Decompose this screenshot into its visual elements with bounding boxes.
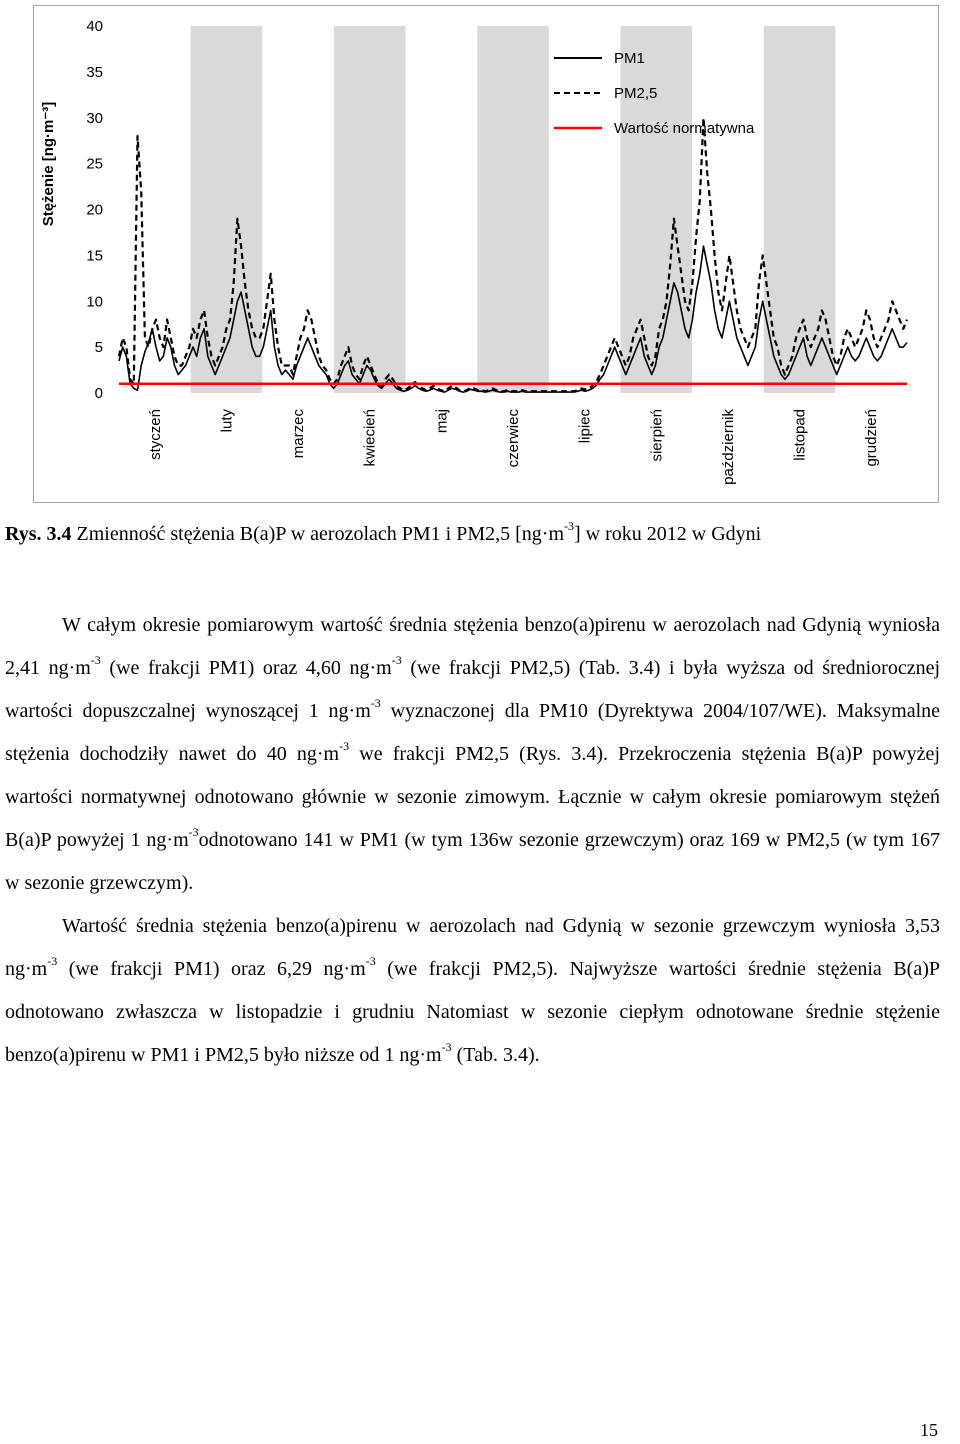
figure-caption xyxy=(5,520,940,549)
x-month-label-6: lipiec xyxy=(576,409,594,444)
month-band-1 xyxy=(191,26,263,393)
x-month-label-5: czerwiec xyxy=(505,409,522,468)
paragraph-1 xyxy=(5,604,940,905)
p1-sup2: -3 xyxy=(391,653,402,668)
month-band-9 xyxy=(764,26,836,393)
p1-sup4: -3 xyxy=(339,739,350,754)
page-number: 15 xyxy=(920,1420,938,1440)
x-month-label-9: listopad xyxy=(791,409,809,461)
chart-svg xyxy=(34,6,940,504)
month-band-3 xyxy=(334,26,406,393)
y-tick-label-8: 40 xyxy=(86,18,103,35)
p2-s1: Wartość średnia stężenia benzo(a)pirenu w aerozolach nad Gdynią w sezonie grzewczym wyniosła 3,53 ng·m xyxy=(5,915,940,980)
x-month-label-3: kwiecień xyxy=(361,409,379,467)
y-tick-label-4: 20 xyxy=(86,201,103,219)
legend-label-0: PM1 xyxy=(614,50,645,67)
p1-s4: wyznaczonej dla PM10 (Dyrektywa 2004/107/WE). Maksymalne stężenia dochodziły nawet do 40 ng·m xyxy=(5,700,941,765)
p1-sup1: -3 xyxy=(90,653,101,668)
y-tick-label-0: 0 xyxy=(94,385,103,402)
p1-s3: (we frakcji PM2,5) (Tab. 3.4) i była wyższa od średniorocznej wartości dopuszczalnej wynoszącej 1 ng·m xyxy=(5,657,941,722)
x-month-label-8: październik xyxy=(719,409,737,485)
month-band-7 xyxy=(620,26,692,393)
figure-chart xyxy=(33,5,939,503)
y-tick-label-5: 25 xyxy=(86,155,103,173)
p2-sup1: -3 xyxy=(47,954,58,969)
p2-s3: (we frakcji PM2,5). Najwyższe wartości średnie stężenia B(a)P odnotowano zwłaszcza w listopadzie i grudniu Natomiast w sezonie ciepłym odnotowane średnie stężenie benzo(a)pirenu w PM1 i PM2,5 było niższe od 1 ng·m xyxy=(5,958,940,1066)
p1-s2: (we frakcji PM1) oraz 4,60 ng·m xyxy=(109,657,392,679)
x-month-label-10: grudzień xyxy=(863,409,881,467)
p1-sup5: -3 xyxy=(188,825,199,840)
x-month-label-0: styczeń xyxy=(146,409,164,460)
y-tick-label-6: 30 xyxy=(86,109,103,127)
month-band-5 xyxy=(477,26,549,393)
x-month-label-2: marzec xyxy=(290,409,308,459)
p2-sup3: -3 xyxy=(441,1040,452,1055)
y-tick-label-7: 35 xyxy=(86,63,103,81)
caption-sup: -3 xyxy=(564,519,575,534)
p2-s4: (Tab. 3.4). xyxy=(451,1044,540,1066)
y-tick-label-2: 10 xyxy=(86,293,103,311)
p1-s1: W całym okresie pomiarowym wartość średnia stężenia benzo(a)pirenu w aerozolach nad Gdynią wyniosła 2,41 ng·m xyxy=(5,614,940,679)
caption-text: Zmienność stężenia B(a)P w aerozolach PM1 i PM2,5 [ng·m xyxy=(76,523,565,545)
caption-label: Rys. 3.4 xyxy=(5,523,72,545)
p2-sup2: -3 xyxy=(365,954,376,969)
y-tick-label-3: 15 xyxy=(86,247,103,265)
legend-label-1: PM2,5 xyxy=(614,85,658,102)
body-text xyxy=(5,604,940,1077)
y-tick-label-1: 5 xyxy=(94,339,103,357)
paragraph-2 xyxy=(5,905,940,1077)
y-axis-label: Stężenie [ng·m⁻³] xyxy=(40,101,57,227)
legend-label-2: Wartość normatywna xyxy=(614,120,755,137)
x-month-label-7: sierpień xyxy=(648,409,666,462)
p2-s2: (we frakcji PM1) oraz 6,29 ng·m xyxy=(57,958,366,980)
p1-s6: odnotowano 141 w PM1 (w tym 136w sezonie grzewczym) oraz 169 w PM2,5 (w tym 167 w sezonie grzewczym). xyxy=(5,829,941,894)
p1-s5: we frakcji PM2,5 (Rys. 3.4). Przekroczenia stężenia B(a)P powyżej wartości normatywnej odnotowano głównie w sezonie zimowym. Łącznie w całym okresie pomiarowym stężeń B(a)P powyżej 1 ng·m xyxy=(5,743,940,851)
x-month-label-1: luty xyxy=(218,409,236,433)
caption-text-end: ] w roku 2012 w Gdyni xyxy=(574,523,762,545)
x-month-label-4: maj xyxy=(433,409,451,434)
p1-sup3: -3 xyxy=(370,696,381,711)
